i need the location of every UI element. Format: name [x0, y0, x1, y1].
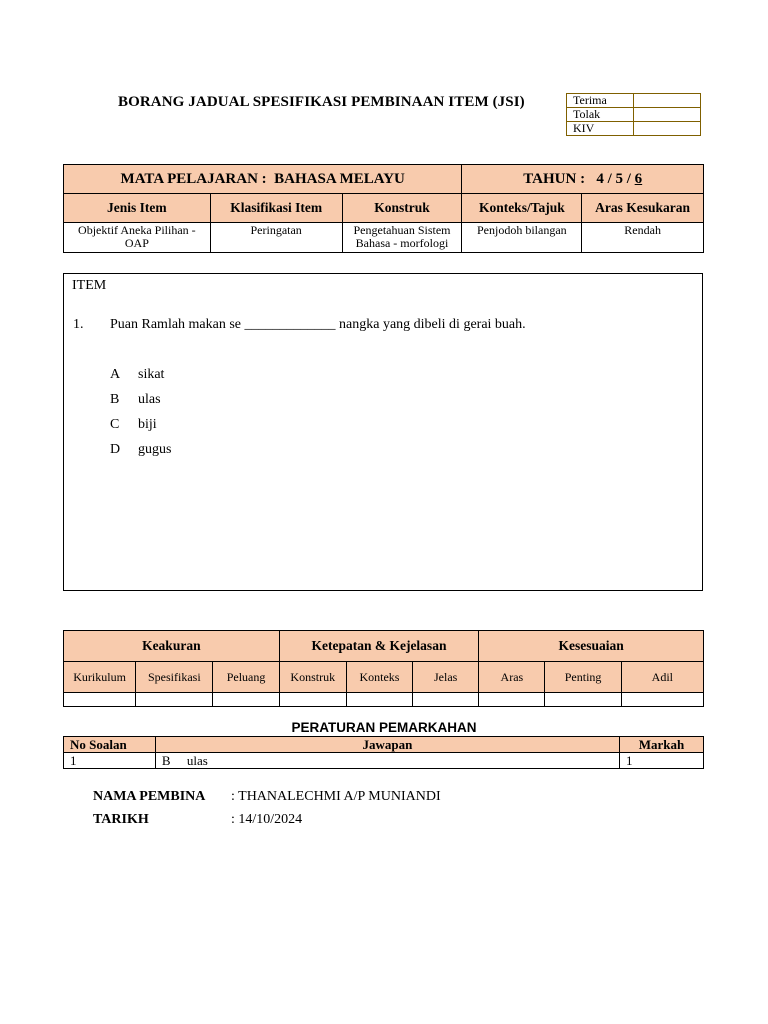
item-box [63, 273, 703, 591]
status-label-tolak: Tolak [567, 108, 634, 122]
value-aras-kesukaran: Rendah [582, 223, 704, 253]
criteria-peluang: Peluang [213, 662, 279, 693]
status-row-tolak [567, 108, 701, 122]
criteria-jelas: Jelas [413, 662, 479, 693]
option-d-letter: D [110, 442, 121, 457]
option-c-letter: C [110, 417, 120, 432]
criteria-konstruk: Konstruk [279, 662, 346, 693]
mata-pelajaran-heading [64, 165, 462, 194]
option-b-letter: B [110, 392, 120, 407]
header-aras-kesukaran: Aras Kesukaran [582, 194, 704, 223]
value-jenis-item: Objektif Aneka Pilihan - OAP [64, 223, 211, 253]
question-number: 1. [73, 317, 84, 332]
criteria-aras: Aras [479, 662, 545, 693]
subject-table [63, 164, 704, 253]
check-jelas[interactable] [413, 693, 479, 707]
option-c [110, 417, 157, 433]
option-a-text: sikat [138, 367, 165, 382]
option-a [110, 367, 164, 383]
header-jawapan: Jawapan [155, 737, 619, 753]
check-aras[interactable] [479, 693, 545, 707]
criteria-penting: Penting [545, 662, 621, 693]
status-label-terima: Terima [567, 94, 634, 108]
marking-table [63, 736, 704, 769]
marking-row [64, 753, 704, 769]
option-b-text: ulas [138, 392, 161, 407]
marking-markah: 1 [620, 753, 704, 769]
header-no-soalan: No Soalan [64, 737, 156, 753]
document-title: BORANG JADUAL SPESIFIKASI PEMBINAAN ITEM (JSI) [118, 94, 525, 110]
value-konteks-tajuk: Penjodoh bilangan [462, 223, 582, 253]
nama-pembina-value: : THANALECHMI A/P MUNIANDI [231, 789, 441, 804]
criteria-group-kesesuaian: Kesesuaian [479, 631, 704, 662]
subject-column-headers [64, 194, 704, 223]
criteria-group-ketepatan: Ketepatan & Kejelasan [279, 631, 479, 662]
header-klasifikasi-item: Klasifikasi Item [210, 194, 342, 223]
marking-jawapan: B ulas [155, 753, 619, 769]
option-a-letter: A [110, 367, 121, 382]
check-peluang[interactable] [213, 693, 279, 707]
check-kurikulum[interactable] [64, 693, 136, 707]
check-penting[interactable] [545, 693, 621, 707]
option-c-text: biji [138, 417, 157, 432]
criteria-spesifikasi: Spesifikasi [136, 662, 213, 693]
status-row-kiv [567, 122, 701, 136]
status-label-kiv: KIV [567, 122, 634, 136]
status-box [566, 93, 701, 136]
status-row-terima [567, 94, 701, 108]
option-b [110, 392, 161, 408]
tahun-label: TAHUN : 4 / 5 / [523, 170, 635, 187]
criteria-check-row [64, 693, 704, 707]
marking-header-row [64, 737, 704, 753]
marking-no: 1 [64, 753, 156, 769]
criteria-kurikulum: Kurikulum [64, 662, 136, 693]
check-konstruk[interactable] [279, 693, 346, 707]
item-heading: ITEM [72, 278, 107, 293]
marking-title: PERATURAN PEMARKAHAN [291, 720, 477, 735]
option-d-text: gugus [138, 442, 172, 457]
header-konstruk: Konstruk [342, 194, 462, 223]
tarikh-value: : 14/10/2024 [231, 812, 303, 827]
status-value-kiv[interactable] [634, 122, 701, 136]
criteria-group-row [64, 631, 704, 662]
status-value-terima[interactable] [634, 94, 701, 108]
criteria-group-keakuran: Keakuran [64, 631, 280, 662]
header-markah: Markah [620, 737, 704, 753]
criteria-konteks: Konteks [346, 662, 412, 693]
value-klasifikasi-item: Peringatan [210, 223, 342, 253]
tahun-heading [462, 165, 704, 194]
check-spesifikasi[interactable] [136, 693, 213, 707]
value-konstruk: Pengetahuan Sistem Bahasa - morfologi [342, 223, 462, 253]
criteria-adil: Adil [621, 662, 703, 693]
criteria-table [63, 630, 704, 707]
subject-values-row [64, 223, 704, 253]
subject-header-row [64, 165, 704, 194]
check-adil[interactable] [621, 693, 703, 707]
tarikh-label: TARIKH [93, 812, 149, 827]
criteria-sub-row [64, 662, 704, 693]
nama-pembina-label: NAMA PEMBINA [93, 789, 206, 804]
header-jenis-item: Jenis Item [64, 194, 211, 223]
status-value-tolak[interactable] [634, 108, 701, 122]
question-text: Puan Ramlah makan se _____________ nangka yang dibeli di gerai buah. [110, 317, 526, 332]
header-konteks-tajuk: Konteks/Tajuk [462, 194, 582, 223]
option-d [110, 442, 171, 458]
mata-pelajaran-text: MATA PELAJARAN : BAHASA MELAYU [120, 170, 405, 187]
tahun-selected: 6 [634, 170, 643, 187]
check-konteks[interactable] [346, 693, 412, 707]
